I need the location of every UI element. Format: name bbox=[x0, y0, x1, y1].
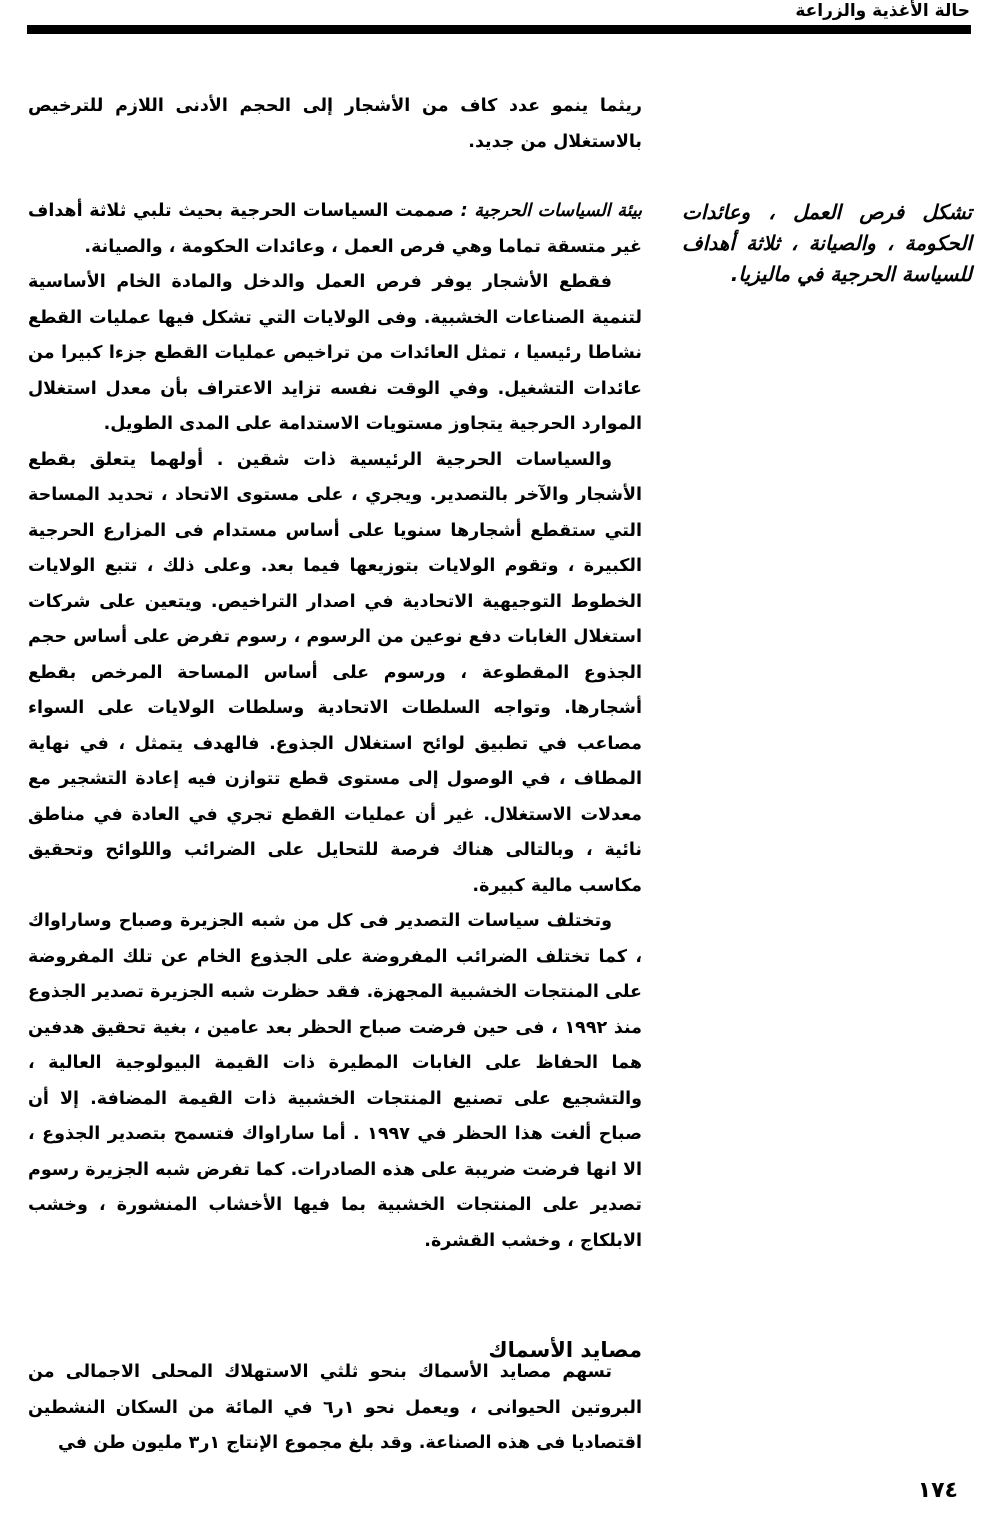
body-paragraph-exports: وتختلف سياسات التصدير فى كل من شبه الجزيرة وصباح وساراواك ، كما تختلف الضرائب المفروضة على الجذوع الخام عن تلك المفروضة على المنتجات الخشبية المجهزة. فقد حظرت شبه الجزيرة تصدير الجذوع منذ ١٩٩٢ ، فى حين فرضت صباح الحظر بعد عامين ، بغية تحقيق هدفين هما الحفاظ على الغابات المطيرة ذات القيمة البيولوجية العالية ، والتشجيع على تصنيع المنتجات الخشبية ذات القيمة المضافة. إلا أن صباح ألغت هذا الحظر في ١٩٩٧ . أما ساراواك فتسمح بتصدير الجذوع ، الا انها فرضت ضريبة على هذه الصادرات. كما تفرض شبه الجزيرة رسوم تصدير على المنتجات الخشبية بما فيها الأخشاب المنشورة ، وخشب الابلكاج ، وخشب القشرة. bbox=[28, 911, 642, 1251]
policy-environment-lead-term: بيئة السياسات الحرجية : bbox=[460, 201, 643, 221]
policy-environment-text: صممت السياسات الحرجية بحيث تلبي ثلاثة أهداف غير متسقة تماما وهي فرص العمل ، وعائدات الحكومة ، والصيانة. bbox=[28, 201, 642, 257]
body-paragraph-logging: فقطع الأشجار يوفر فرص العمل والدخل والمادة الخام الأساسية لتنمية الصناعات الخشبية. وفى الولايات التي تشكل فيها عمليات القطع نشاطا رئيسيا ، تمثل العائدات من تراخيص عمليات القطع جزءا كبيرا من عائدات التشغيل. وفي الوقت نفسه تزايد الاعتراف بأن معدل استغلال الموارد الحرجية يتجاوز مستويات الاستدامة على المدى الطويل. bbox=[28, 272, 642, 434]
policy-section bbox=[28, 194, 642, 1259]
margin-note-text: تشكل فرص العمل ، وعائدات الحكومة ، والصيانة ، ثلاثة أهداف للسياسة الحرجية في ماليزيا. bbox=[682, 200, 972, 286]
continuation-paragraph bbox=[28, 89, 642, 160]
margin-note bbox=[682, 197, 972, 290]
fisheries-section bbox=[28, 1355, 642, 1462]
policy-environment-paragraph bbox=[28, 194, 642, 265]
header-rule bbox=[27, 25, 971, 34]
running-header-title: حالة الأغذية والزراعة bbox=[795, 1, 970, 21]
body-paragraph-policies: والسياسات الحرجية الرئيسية ذات شقين . أولهما يتعلق بقطع الأشجار والآخر بالتصدير. ويجري ، على مستوى الاتحاد ، تحديد المساحة التي ستقطع أشجارها سنويا على أساس مستدام فى المزارع الحرجية الكبيرة ، وتقوم الولايات بتوزيعها فيما بعد. وعلى ذلك ، تتبع الولايات الخطوط التوجيهية الاتحادية في اصدار التراخيص. ويتعين على شركات استغلال الغابات دفع نوعين من الرسوم ، رسوم تفرض على أساس حجم الجذوع المقطوعة ، ورسوم على أساس المساحة المرخص بقطع أشجارها. وتواجه السلطات الاتحادية وسلطات الولايات على السواء مصاعب في تطبيق لوائح استغلال الجذوع. فالهدف يتمثل ، في نهاية المطاف ، في الوصول إلى مستوى قطع تتوازن فيه إعادة التشجير مع معدلات الاستغلال. غير أن عمليات القطع تجري في العادة في مناطق نائية ، وبالتالى هناك فرصة للتحايل على الضرائب واللوائح وتحقيق مكاسب مالية كبيرة. bbox=[28, 449, 642, 896]
body-paragraph-fisheries: تسهم مصايد الأسماك بنحو ثلثي الاستهلاك المحلى الاجمالى من البروتين الحيوانى ، ويعمل نحو ١ر٦ في المائة من السكان النشطين اقتصاديا فى هذه الصناعة. وقد بلغ مجموع الإنتاج ١ر٣ مليون طن في bbox=[28, 1362, 642, 1453]
page-number: ١٧٤ bbox=[917, 1478, 958, 1503]
section-heading-fisheries: مصايد الأسماك bbox=[488, 1338, 642, 1363]
continuation-text: ريثما ينمو عدد كاف من الأشجار إلى الحجم الأدنى اللازم للترخيص بالاستغلال من جديد. bbox=[28, 96, 642, 152]
